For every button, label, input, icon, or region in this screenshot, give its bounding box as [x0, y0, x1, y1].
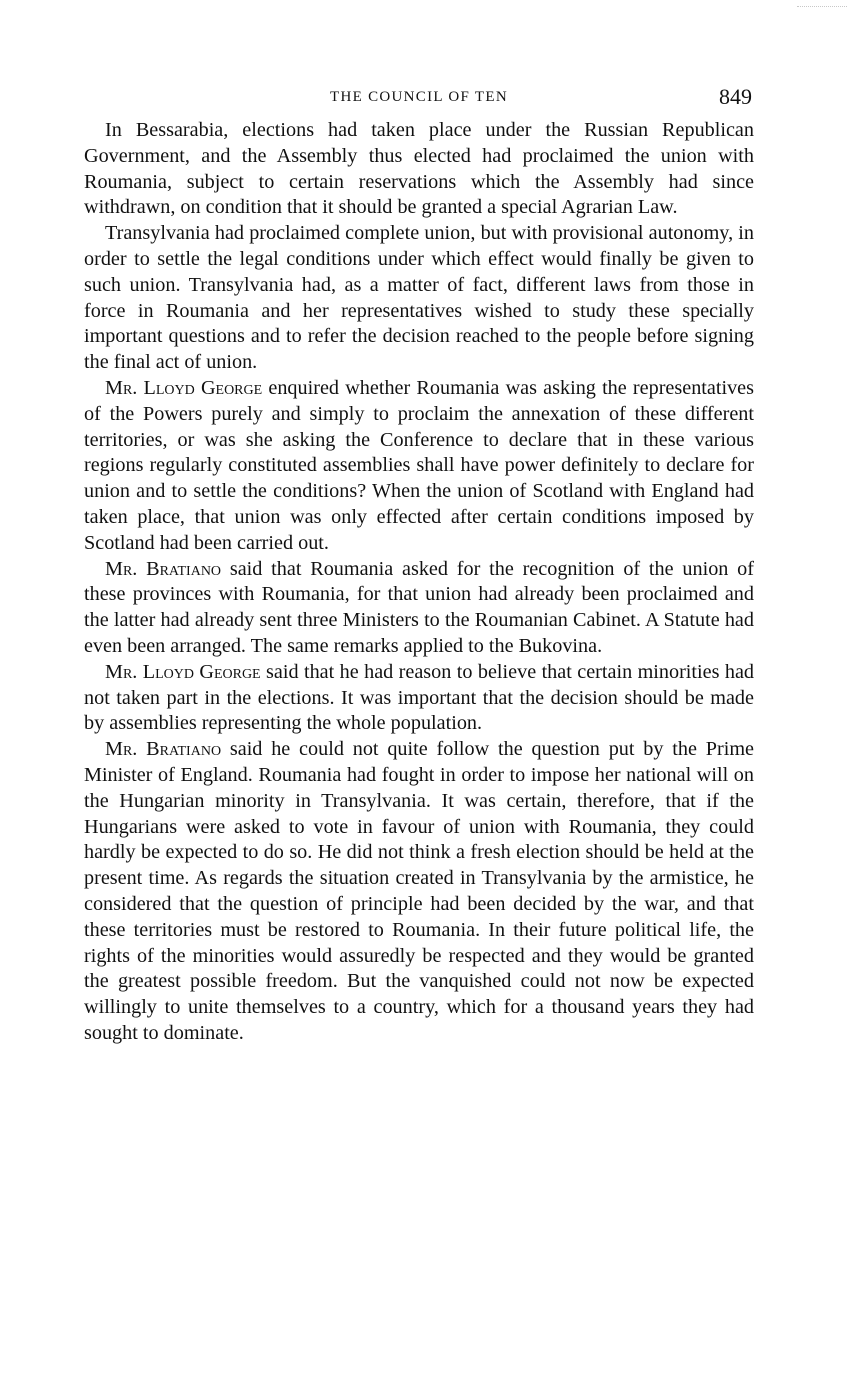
paragraph-text: said he could not quite follow the question put by the Prime Minister of England. Roumania had fought in order to impose her national will on the Hungarian minority in Transylvania. It was certain, therefore, that if the Hungarians were asked to vote in favour of union with Roumania, they could hardly be expected to do so. He did not think a fresh election should be held at the present time. As regards the situation created in Transylvania by the armistice, he considered that the question of principle had been decided by the war, and that these territories must be restored to Roumania. In their future political life, the rights of the minorities would assuredly be respected and they would be granted the greatest possible freedom. But the vanquished could not now be expected willingly to unite themselves to a country, which for a thousand years they had sought to dominate.	[84, 738, 754, 1044]
paragraph-text: said that he had reason to believe that certain minorities had not taken part in the elections. It was important that the decision should be made by assemblies representing the whole population.	[84, 660, 754, 735]
paragraph-text: Transylvania had proclaimed complete union, but with provisional autonomy, in order to settle the legal conditions under which effect would finally be given to such union. Transylvania had, as a matter of fact, different laws from those in force in Roumania and her representatives wished to study these specially important questions and to refer the decision reached to the people before signing the final act of union.	[84, 222, 754, 374]
paragraph-bratiano-2	[84, 737, 754, 1047]
page-header	[84, 84, 754, 118]
paragraph-bratiano-1	[84, 557, 754, 660]
speaker-name: Mr. Lloyd George	[105, 660, 261, 683]
paragraph-text: said that Roumania asked for the recognition of the union of these provinces with Roumania, for that union had already been proclaimed and the latter had already sent three Ministers to the Roumanian Cabinet. A Statute had even been arranged. The same remarks applied to the Bukovina.	[84, 557, 754, 657]
document-page	[84, 84, 754, 1047]
speaker-name: Mr. Bratiano	[105, 738, 222, 761]
paragraph-text: enquired whether Roumania was asking the representatives of the Powers purely and simply to proclaim the annexation of these different territories, or was she asking the Conference to declare that in these various regions regularly constituted assemblies shall have power definitely to declare for union and to settle the conditions? When the union of Scotland with England had taken place, that union was only effected after certain conditions imposed by Scotland had been carried out.	[84, 376, 755, 554]
running-head: THE COUNCIL OF TEN	[330, 89, 508, 105]
paragraph-lloyd-george-2	[84, 660, 754, 737]
paragraph-transylvania	[84, 221, 754, 376]
paragraph-text: In Bessarabia, elections had taken place under the Russian Republican Government, and the Assembly thus elected had proclaimed the union with Roumania, subject to certain reservations which the Assembly had since withdrawn, on condition that it should be granted a special Agrarian Law.	[84, 119, 754, 219]
paragraph-bessarabia	[84, 118, 754, 221]
paragraph-lloyd-george-1	[84, 376, 754, 557]
speaker-name: Mr. Lloyd George	[105, 376, 263, 399]
scan-artifact	[797, 6, 847, 7]
speaker-name: Mr. Bratiano	[105, 557, 222, 580]
page-number: 849	[719, 84, 752, 109]
